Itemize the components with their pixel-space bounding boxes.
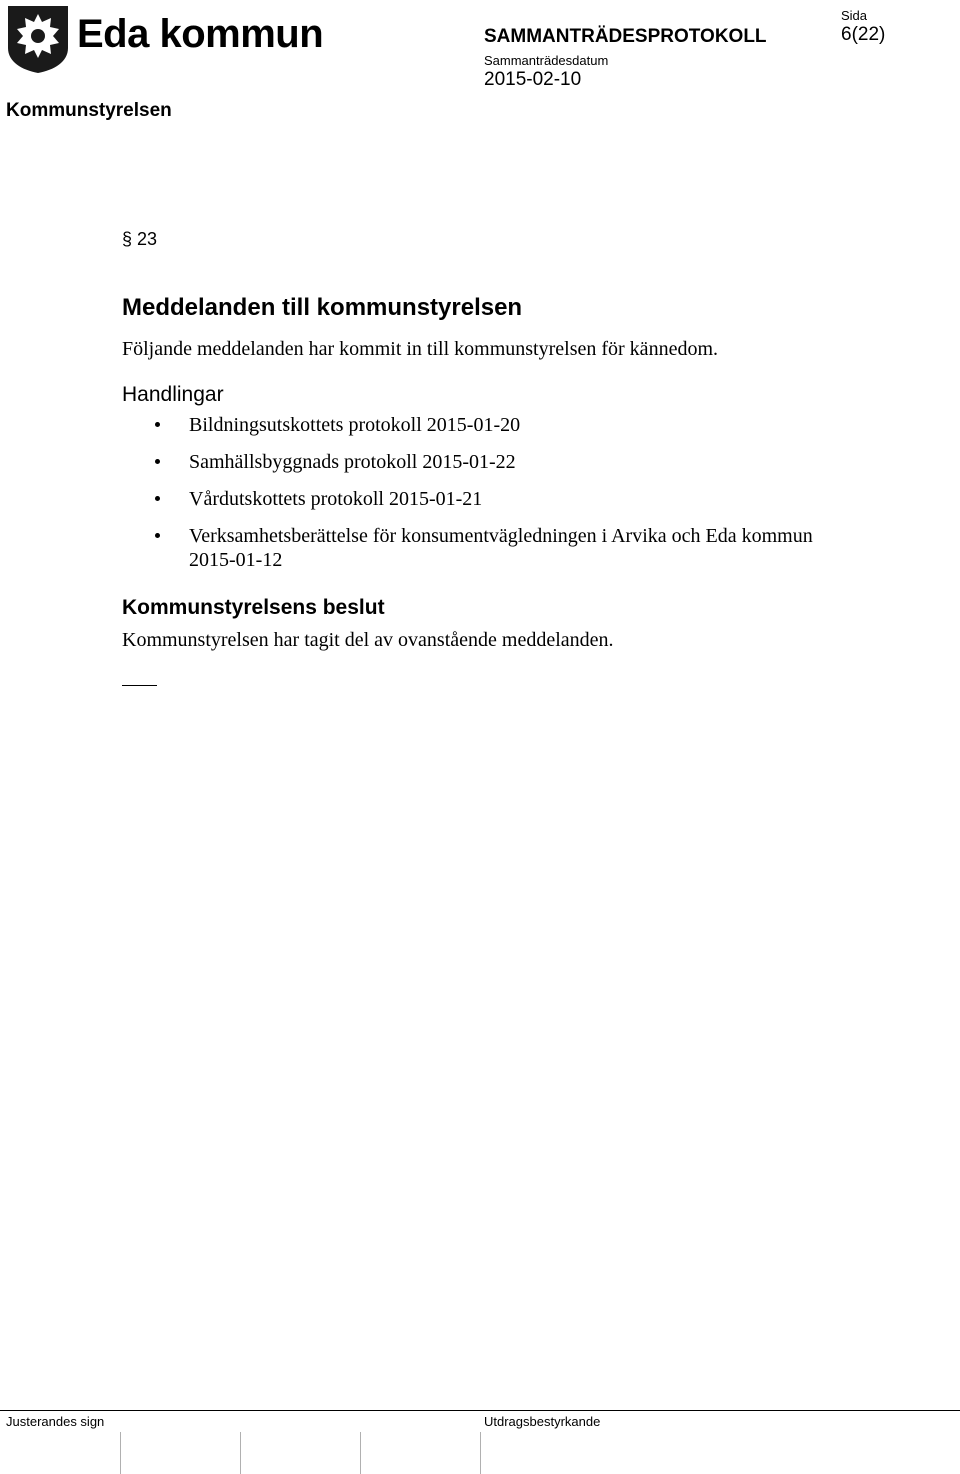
- bullet-icon: [155, 422, 160, 427]
- list-item: [122, 413, 842, 437]
- footer-divider: [0, 1410, 960, 1411]
- documents-list: [122, 413, 842, 585]
- list-item-text: Bildningsutskottets protokoll 2015-01-20: [189, 414, 521, 436]
- meeting-date-label: Sammanträdesdatum: [484, 53, 609, 68]
- bullet-icon: [155, 496, 160, 501]
- adjuster-signature-label: Justerandes sign: [6, 1414, 105, 1429]
- intro-text: Följande meddelanden har kommit in till kommunstyrelsen för kännedom.: [122, 338, 718, 360]
- list-item-text: Samhällsbyggnads protokoll 2015-01-22: [189, 451, 516, 473]
- logo-text: Eda kommun: [77, 12, 324, 56]
- organization-name: Kommunstyrelsen: [6, 100, 172, 121]
- decision-heading: Kommunstyrelsens beslut: [122, 596, 385, 619]
- page-number: 6(22): [841, 24, 886, 45]
- section-title: Meddelanden till kommunstyrelsen: [122, 294, 523, 321]
- list-item-text: Vårdutskottets protokoll 2015-01-21: [189, 488, 483, 510]
- bullet-icon: [155, 459, 160, 464]
- list-item: [122, 487, 842, 511]
- section-end-divider: [122, 685, 157, 686]
- list-item: [122, 524, 842, 572]
- document-title: SAMMANTRÄDESPROTOKOLL: [484, 26, 767, 47]
- list-item: [122, 450, 842, 474]
- extract-certification-label: Utdragsbestyrkande: [484, 1414, 601, 1429]
- signature-box-divider: [120, 1432, 121, 1474]
- signature-box-divider: [240, 1432, 241, 1474]
- signature-box-divider: [480, 1432, 481, 1474]
- list-item-text: Verksamhetsberättelse för konsumentvägledningen i Arvika och Eda kommun 2015-01-12: [189, 525, 813, 571]
- signature-box-divider: [360, 1432, 361, 1474]
- meeting-date: 2015-02-10: [484, 69, 582, 90]
- bullet-icon: [155, 533, 160, 538]
- decision-text: Kommunstyrelsen har tagit del av ovanstående meddelanden.: [122, 629, 614, 651]
- coat-of-arms-icon: [6, 4, 70, 74]
- documents-heading: Handlingar: [122, 383, 224, 406]
- paragraph-number: § 23: [122, 229, 158, 249]
- page-label: Sida: [841, 8, 868, 23]
